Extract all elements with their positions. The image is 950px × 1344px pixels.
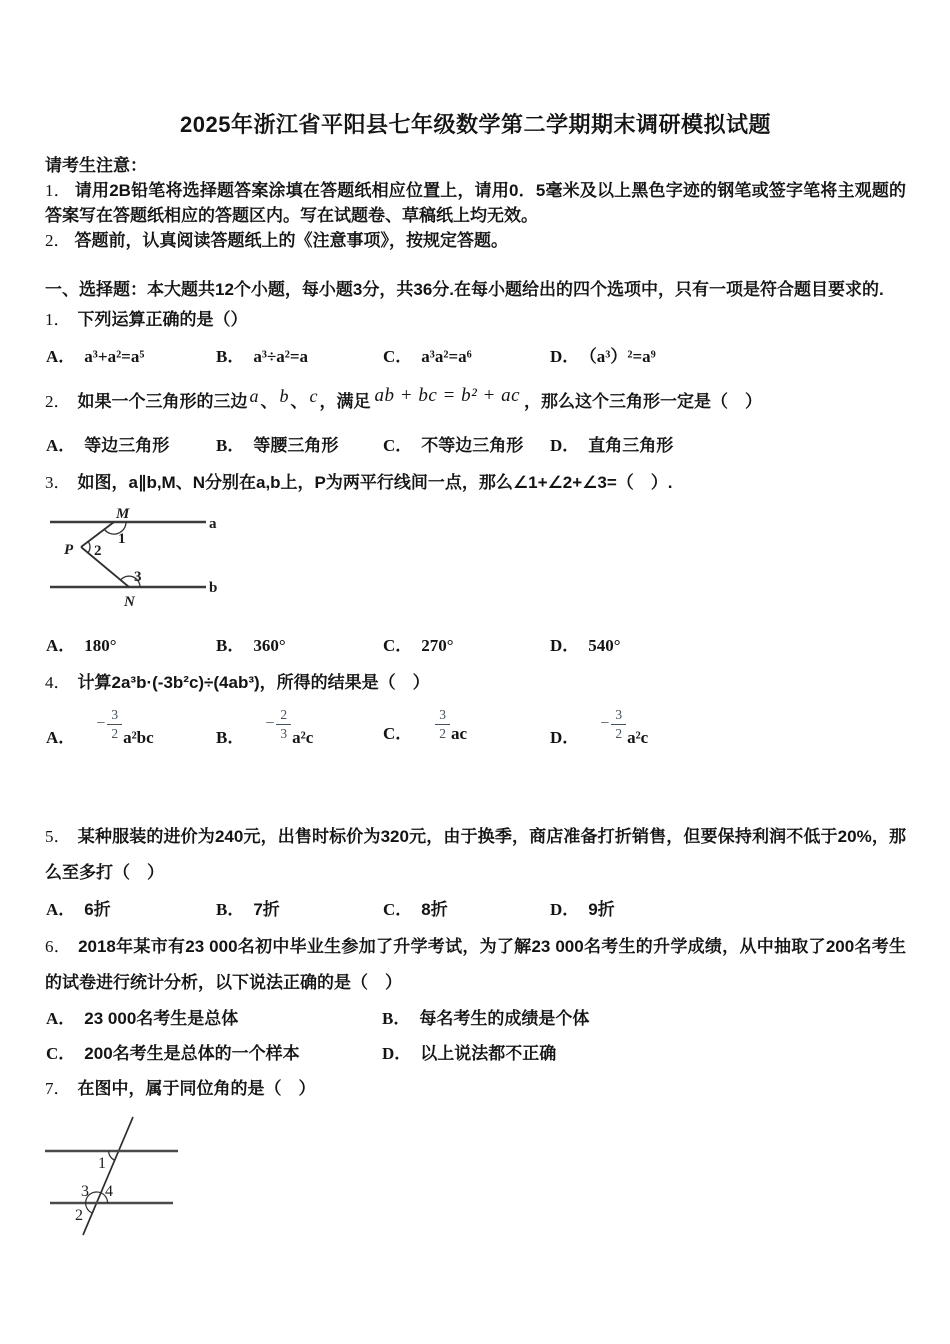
option-a-text: a²bc [123,728,154,747]
option-d [550,891,615,929]
option-a-label: A． [46,347,76,366]
question-2-options [45,427,906,465]
option-d [550,707,649,755]
angle-2-arc [88,542,90,553]
question-5-stem [45,819,906,891]
option-c-text: a³a²=a⁶ [421,347,472,366]
option-c [383,707,468,755]
point-p-label: P [64,542,74,558]
option-b [216,707,314,755]
option-c [46,1036,300,1071]
question-5-number: 5． [45,827,71,846]
math-formula: ab + bc = b² + ac [374,385,521,406]
question-6-stem [45,929,906,1001]
angle-2-label: 2 [94,543,102,559]
question-7 [45,1071,906,1243]
fraction-sign: − [96,715,106,732]
notice-item-2-number: 2． [45,231,71,250]
fraction-numerator: 2 [276,708,291,725]
fraction-denominator: 2 [111,725,119,741]
option-b-label: B． [382,1009,411,1028]
option-d-text: 以上说法都不正确 [420,1044,557,1063]
option-a-text: 23 000名考生是总体 [84,1009,239,1028]
option-d [550,338,656,376]
option-a-text: 180° [84,636,117,655]
option-d-label: D． [382,1044,412,1063]
option-b-text: 7折 [253,900,280,919]
option-d-text: 9折 [588,900,615,919]
option-d-label: D． [550,636,580,655]
option-b-text: 360° [253,636,286,655]
option-a-label: A． [46,436,76,455]
question-1-stem [45,302,906,338]
notice-item-2-text: 答题前，认真阅读答题纸上的《注意事项》，按规定答题。 [74,231,508,250]
option-c-label: C． [383,347,413,366]
figure-transversal-angles [45,1111,205,1243]
option-c [383,627,454,665]
fraction-sign: − [265,715,275,732]
option-b [216,427,338,465]
fraction-sign: − [600,715,610,732]
math-var-a: a [249,386,259,406]
angle-3-label: 3 [81,1183,89,1200]
option-b [216,338,308,376]
option-a [46,891,111,929]
figure-parallel-lines-mpn [48,505,268,617]
notice-item-2 [45,228,906,253]
line-a-label: a [209,516,217,532]
fraction-stack [276,708,291,740]
fraction [265,708,291,740]
option-b-label: B． [216,347,245,366]
fraction-numerator: 3 [107,708,122,725]
option-d [382,1036,556,1071]
option-c-text: 270° [421,636,454,655]
option-b [216,627,286,665]
option-b-text: 每名考生的成绩是个体 [419,1009,590,1028]
angle-1-label: 1 [98,1155,106,1172]
angle-1-label: 1 [118,531,126,547]
fraction-stack [611,708,626,740]
option-b-text: a³÷a²=a [253,347,309,366]
option-b-label: B． [216,636,245,655]
question-1 [45,302,906,376]
question-4 [45,665,906,759]
option-a-label: A． [46,1009,76,1028]
question-5-text: 某种服装的进价为240元，出售时标价为320元，由于换季，商店准备打折销售，但要保持利润不低于20%，那么至多打（ ） [45,827,906,882]
page-title: 2025年浙江省平阳县七年级数学第二学期期末调研模拟试题 [180,112,771,137]
option-c [383,427,523,465]
fraction-numerator: 3 [611,708,626,725]
question-1-number: 1． [45,310,71,329]
question-6-number: 6． [45,937,72,956]
question-2-number: 2． [45,392,71,411]
separator: 、 [260,392,278,411]
option-d-label: D． [550,728,580,747]
option-d-text: a²c [627,728,649,747]
option-d-text: （a³）²=a⁹ [588,347,656,366]
fraction [96,708,122,740]
option-c-label: C． [46,1044,76,1063]
question-6-options-row-2 [45,1036,906,1071]
angle-2-label: 2 [75,1207,83,1224]
option-b-label: B． [216,728,245,747]
option-a-label: A． [46,900,76,919]
option-d [550,627,621,665]
option-a-text: 等边三角形 [84,436,170,455]
angle-1-arc [109,1151,115,1160]
option-b-text: 等腰三角形 [253,436,339,455]
option-c-text: 8折 [421,900,448,919]
question-5-options [45,891,906,929]
line-b-label: b [209,580,218,596]
question-3-text: 如图，a∥b,M、N分别在a,b上，P为两平行线间一点，那么∠1+∠2+∠3=（ ）. [77,473,673,492]
option-c [383,338,472,376]
fraction-denominator: 2 [615,725,623,741]
math-var-c: c [309,386,318,406]
question-4-options [45,701,906,759]
option-a [46,627,117,665]
question-3-stem [45,465,906,501]
question-4-number: 4． [45,673,71,692]
fraction-denominator: 3 [280,725,288,741]
question-7-stem [45,1071,906,1107]
option-d-label: D． [550,436,580,455]
option-c-text: 不等边三角形 [421,436,524,455]
angle-4-label: 4 [105,1183,113,1200]
question-1-options [45,338,906,376]
question-2-text-before: 如果一个三角形的三边 [77,392,248,411]
fraction [600,708,626,740]
angle-3-label: 3 [134,569,142,585]
option-c-label: C． [383,724,413,743]
fraction [433,708,450,740]
transversal-line [83,1117,133,1235]
option-a-label: A． [46,636,76,655]
option-d-text: 540° [588,636,621,655]
option-c-text: 200名考生是总体的一个样本 [84,1044,300,1063]
option-d-text: 直角三角形 [588,436,674,455]
option-a [46,1001,238,1036]
option-c-label: C． [383,436,413,455]
separator: 、 [290,392,308,411]
fraction-denominator: 2 [439,725,447,741]
question-2-text-after: ，那么这个三角形一定是（ ） [524,392,763,411]
option-a [46,427,169,465]
question-3-number: 3． [45,473,71,492]
option-a [46,338,144,376]
notice-heading: 请考生注意： [45,156,147,175]
option-a [46,707,154,755]
question-6 [45,929,906,1071]
option-c-label: C． [383,900,413,919]
option-a-label: A． [46,728,76,747]
option-b [216,891,280,929]
option-c [383,891,448,929]
question-4-stem [45,665,906,701]
option-b-label: B． [216,900,245,919]
option-c-label: C． [383,636,413,655]
option-b-text: a²c [292,728,314,747]
question-4-text: 计算2a³b·(-3b²c)÷(4ab³)，所得的结果是（ ） [77,673,430,692]
question-3 [45,465,906,665]
option-d [550,427,673,465]
math-var-b: b [279,386,289,406]
fraction-numerator: 3 [435,708,450,725]
question-6-text: 2018年某市有23 000名初中毕业生参加了升学考试，为了解23 000名考生的升学成绩，从中抽取了200名考生的试卷进行统计分析，以下说法正确的是（ ） [45,937,907,992]
point-m-label: M [116,506,130,522]
option-a-text: a³+a²=a⁵ [84,347,145,366]
section-heading: 一、选择题：本大题共12个小题，每小题3分，共36分.在每小题给出的四个选项中，只有一项是符合题目要求的. [45,280,884,299]
fraction-stack [435,708,450,740]
question-2-text-mid: ，满足 [319,392,371,411]
question-2 [45,376,906,465]
notice-item-1-number: 1． [45,181,71,200]
question-6-options-row-1 [45,1001,906,1036]
question-7-number: 7． [45,1079,71,1098]
question-2-stem [45,376,906,427]
option-c-text: ac [451,724,468,743]
option-d-label: D． [550,347,580,366]
option-b-label: B． [216,436,245,455]
option-a-text: 6折 [84,900,111,919]
question-5 [45,819,906,929]
point-n-label: N [124,594,135,610]
notice-item-1-text: 请用2B铅笔将选择题答案涂填在答题纸相应位置上，请用0．5毫米及以上黑色字迹的钢笔或签字笔将主观题的答案写在答题纸相应的答题区内。写在试题卷、草稿纸上均无效。 [45,181,907,225]
option-b [382,1001,589,1036]
question-7-text: 在图中，属于同位角的是（ ） [77,1079,316,1098]
question-1-text: 下列运算正确的是（） [77,310,248,329]
option-d-label: D． [550,900,580,919]
question-3-options [45,627,906,665]
fraction-stack [107,708,122,740]
notice-item-1 [45,178,906,228]
